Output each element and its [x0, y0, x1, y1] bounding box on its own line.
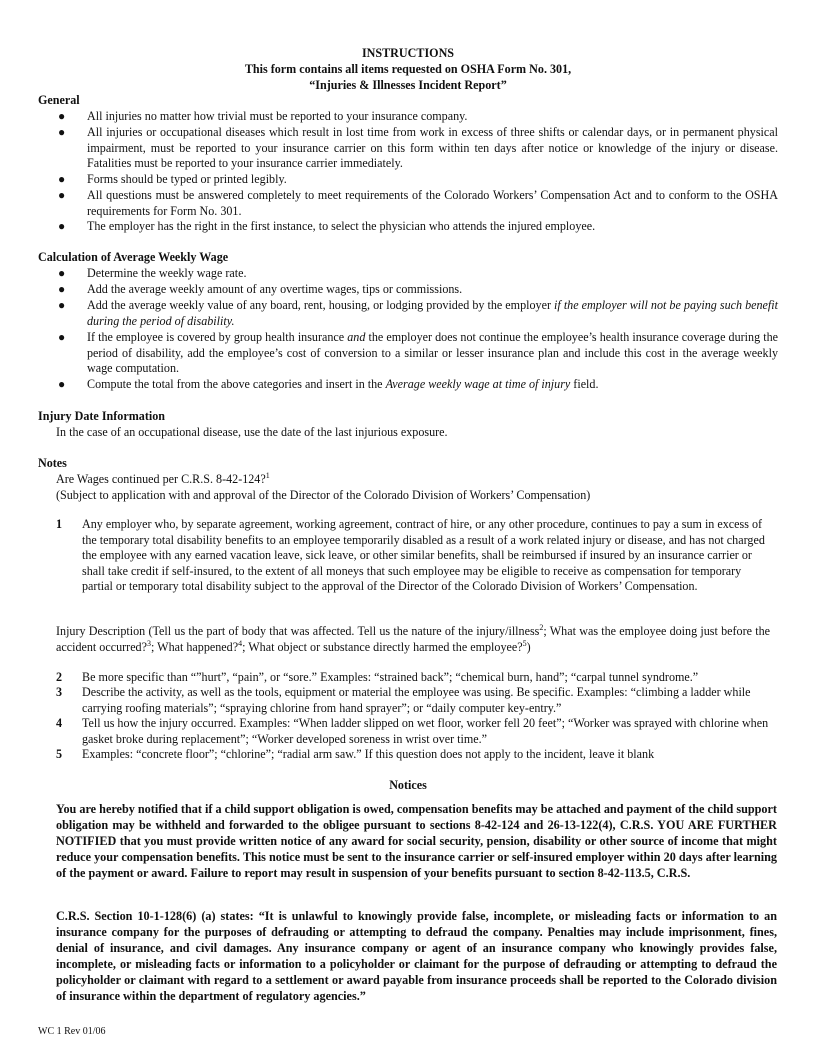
- note-number-5: 5: [56, 747, 63, 761]
- injury-description-text-a: Injury Description (Tell us the part of body that was affected. Tell us the nature of the injury/illness: [56, 624, 540, 638]
- note-text-4: Tell us how the injury occurred. Examples: “When ladder slipped on wet floor, worker fell 20 feet”; “Worker was sprayed with chlorine when gasket broke during replacement”; “Worker developed soreness in wrist over time.”: [82, 716, 769, 746]
- note-number-4: 4: [56, 716, 63, 730]
- general-bullet-3: Forms should be typed or printed legibly.: [87, 172, 287, 186]
- note-text-3: Describe the activity, as well as the tools, equipment or material the employee was using. Be specific. Examples: “climbing a ladder while carrying roofing materials”; “spraying chlorine from hand sprayer”; or “daily computer key-entry.”: [82, 685, 751, 715]
- general-bullet-1: All injuries no matter how trivial must be reported to your insurance company.: [87, 109, 468, 123]
- footnote-ref-5: 5: [522, 638, 527, 648]
- injury-description-text-b: ; What was the employee doing just before the accident occurred?: [56, 624, 771, 654]
- wage-bullet-5-italic: Average weekly wage at time of injury: [385, 377, 571, 391]
- bullet-dot-icon: ●: [58, 109, 66, 123]
- footnote-ref-2: 2: [539, 623, 544, 632]
- injury-date-text: In the case of an occupational disease, use the date of the last injurious exposure.: [56, 425, 448, 439]
- wage-heading: Calculation of Average Weekly Wage: [38, 250, 229, 264]
- wage-bullet-4: [87, 330, 778, 377]
- footnote-ref-4: 4: [238, 638, 243, 648]
- note-number-2: 2: [56, 670, 63, 684]
- general-bullet-2: All injuries or occupational diseases which result in lost time from work in excess of three shifts or calendar days, or in permanent physical impairment, must be reported to your insurance carrier on this form within ten days after notice or knowledge of the injury or disease. Fatalities must be reported to your insurance carrier immediately.: [87, 125, 778, 171]
- form-revision-label: WC 1 Rev 01/06: [38, 1026, 106, 1037]
- notes-heading: Notes: [38, 456, 67, 470]
- bullet-dot-icon: ●: [58, 330, 66, 344]
- injury-description-paragraph: [56, 624, 770, 655]
- note-text-2: Be more specific than “”hurt”, “pain”, or “sore.” Examples: “strained back”; “chemical burn, hand”; “carpal tunnel syndrome.”: [82, 670, 699, 684]
- bullet-dot-icon: ●: [58, 266, 66, 280]
- bullet-dot-icon: ●: [58, 172, 66, 186]
- note-text-1: Any employer who, by separate agreement, working agreement, contract of hire, or any other procedure, continues to pay a sum in excess of the temporary total disability benefits to an employee temporarily disabled as a result of a work related injury or disease, and has not charged the employee with any earned vacation leave, sick leave, or other similar benefits, shall be reimbursed if insured by an insurance carrier or shall take credit if self-insured, to the extent of all moneys that such employee may be eligible to receive as compensation for temporary partial or temporary total disability subject to the approval of the Director of the Colorado Division of Workers’ Compensation.: [82, 517, 765, 594]
- bullet-dot-icon: ●: [58, 219, 66, 233]
- general-bullet-5: The employer has the right in the first instance, to select the physician who attends the injured employee.: [87, 219, 596, 233]
- bullet-dot-icon: ●: [58, 282, 66, 296]
- wage-bullet-4-italic: and: [347, 330, 366, 344]
- wage-bullet-2: Add the average weekly amount of any overtime wages, tips or commissions.: [87, 282, 463, 296]
- wage-bullet-1: Determine the weekly wage rate.: [87, 266, 247, 280]
- footnote-ref-3: 3: [146, 638, 151, 648]
- child-support-notice: You are hereby notified that if a child support obligation is owed, compensation benefits may be attached and payment of the child support obligation may be withheld and forwarded to the obligee pursuant to sections 8-42-124 and 26-13-122(4), C.R.S. YOU ARE FURTHER NOTIFIED that you must provide written notice of any award for social security, pension, disability or other source of income that might reduce your compensation benefits. This notice must be sent to the insurance carrier or self-insured employer within 20 days after learning of the payment or award. Failure to report may result in suspension of your benefits pursuant to section 8-42-113.5, C.R.S.: [56, 802, 777, 880]
- wage-bullet-3-italic: if the employer will not be paying such benefit during the period of disability.: [87, 298, 779, 328]
- injury-description-text-e: ): [526, 639, 531, 654]
- wage-bullet-5: [87, 377, 778, 393]
- wages-continued-question: [56, 472, 270, 488]
- wage-bullet-4-text-b: the employer does not continue the employee’s health insurance coverage during the period of disability, add the employee’s cost of conversion to a similar or lesser insurance plan and include this cost in the average weekly wage computation.: [87, 330, 778, 376]
- general-heading: General: [38, 93, 80, 107]
- wage-bullet-3: [87, 298, 778, 329]
- wage-bullet-4-text-a: If the employee is covered by group health insurance: [87, 330, 348, 344]
- wage-bullet-3-text: Add the average weekly value of any board, rent, housing, or lodging provided by the employer: [87, 298, 555, 312]
- general-bullet-4: All questions must be answered completely to meet requirements of the Colorado Workers’ Compensation Act and to conform to the OSHA requirements for Form No. 301.: [87, 188, 778, 218]
- injury-description-text-d: ; What object or substance directly harmed the employee?: [242, 639, 523, 654]
- bullet-dot-icon: ●: [58, 125, 66, 139]
- bullet-dot-icon: ●: [58, 377, 66, 391]
- wages-continued-text: Are Wages continued per C.R.S. 8-42-124?: [56, 472, 266, 486]
- page-title: INSTRUCTIONS: [361, 46, 455, 60]
- note-number-3: 3: [56, 685, 63, 699]
- wages-continued-subject: (Subject to application with and approval of the Director of the Colorado Division of Workers’ Compensation): [56, 488, 591, 502]
- injury-description-text-c: ; What happened?: [150, 639, 239, 654]
- fraud-statute-notice: C.R.S. Section 10-1-128(6) (a) states: “It is unlawful to knowingly provide false, incomplete, or misleading facts or information to an insurance company for the purposes of defrauding or attempting to defraud the company. Penalties may include imprisonment, fines, denial of insurance, and civil damages. Any insurance company or agent of an insurance company who knowingly provides false, incomplete, or misleading facts or information to a policyholder or claimant for the purpose of defrauding or attempting to defraud the policyholder or claimant with regard to a settlement or award payable from insurance proceeds shall be reported to the Colorado division of insurance within the department of regulatory agencies.”: [56, 909, 777, 1003]
- note-text-5: Examples: “concrete floor”; “chlorine”; “radial arm saw.” If this question does not apply to the incident, leave it blank: [82, 747, 655, 761]
- footnote-ref-1: 1: [265, 471, 270, 480]
- note-number-1: 1: [56, 517, 63, 531]
- page-subtitle-form-name: “Injuries & Illnesses Incident Report”: [309, 78, 507, 92]
- bullet-dot-icon: ●: [58, 188, 66, 202]
- page-subtitle: This form contains all items requested on OSHA Form No. 301,: [244, 62, 572, 76]
- injury-date-heading: Injury Date Information: [38, 409, 165, 423]
- wage-bullet-5-text-a: Compute the total from the above categories and insert in the: [87, 377, 386, 391]
- bullet-dot-icon: ●: [58, 298, 66, 312]
- wage-bullet-5-text-b: field.: [570, 377, 599, 391]
- notices-heading: Notices: [389, 778, 427, 792]
